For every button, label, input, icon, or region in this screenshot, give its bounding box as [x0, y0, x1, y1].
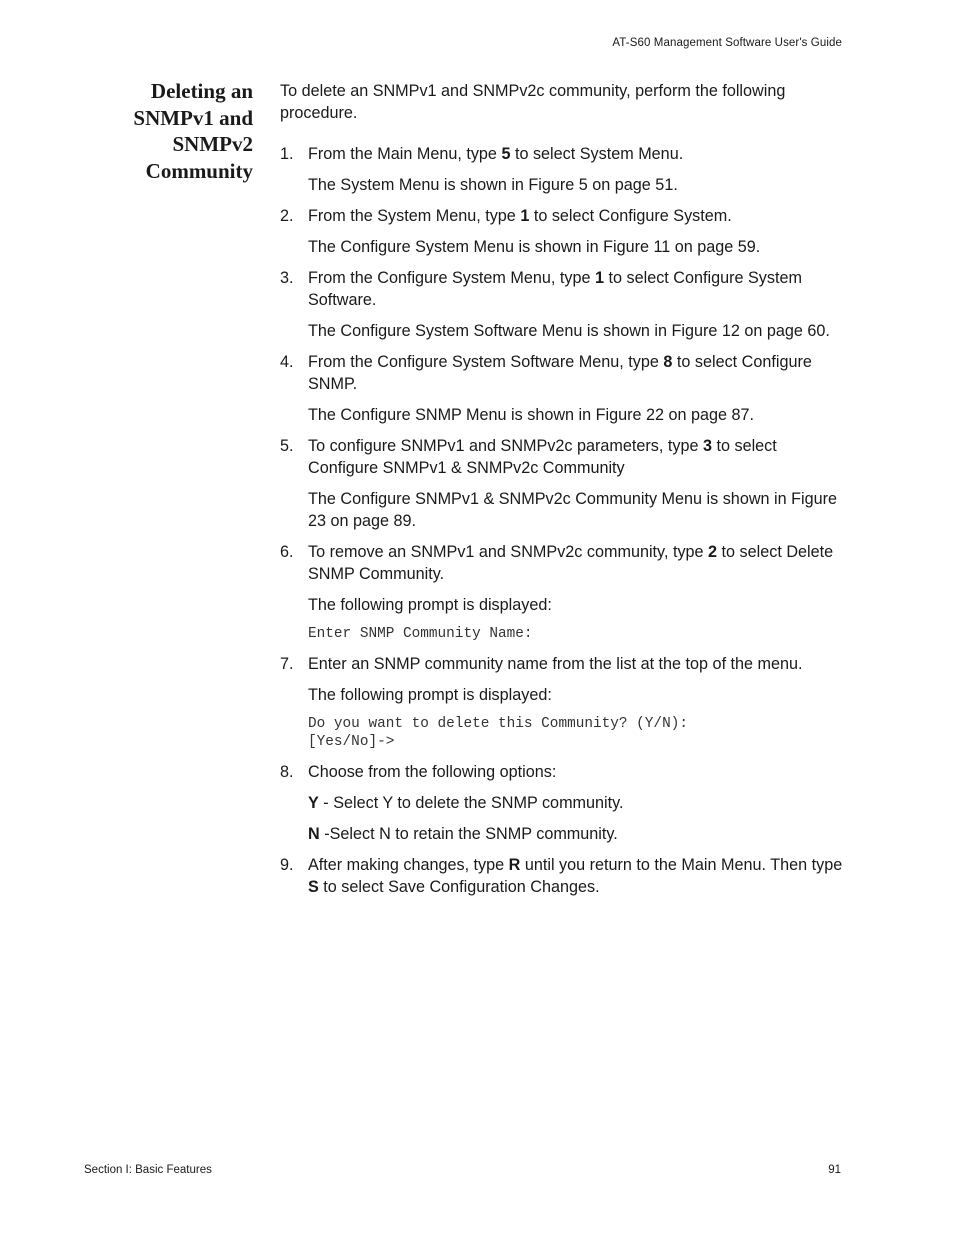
- step-instruction: After making changes, type R until you return to the Main Menu. Then type S to select Save Configuration Changes.: [308, 855, 843, 896]
- step-note: The Configure System Software Menu is shown in Figure 12 on page 60.: [308, 322, 830, 340]
- step-number: 8.: [280, 762, 294, 781]
- key-label: 1: [520, 207, 530, 225]
- key-label: 1: [595, 269, 605, 287]
- step-note: The System Menu is shown in Figure 5 on page 51.: [308, 176, 678, 194]
- step-note: The Configure System Menu is shown in Figure 11 on page 59.: [308, 238, 761, 256]
- step-instruction: From the Configure System Menu, type 1 to select Configure System Software.: [308, 269, 802, 309]
- step-number: 7.: [280, 654, 294, 673]
- step-7: [280, 653, 846, 752]
- key-label: R: [508, 855, 521, 874]
- step-instruction: From the System Menu, type 1 to select Configure System.: [308, 207, 732, 225]
- step-instruction: Enter an SNMP community name from the list at the top of the menu.: [308, 654, 803, 673]
- step-2: [280, 205, 846, 258]
- step-number: 4.: [280, 353, 294, 371]
- step-8: [280, 761, 846, 845]
- heading-line: Deleting an: [150, 79, 253, 103]
- step-number: 9.: [280, 855, 294, 874]
- key-label: 5: [501, 145, 511, 163]
- step-note: The following prompt is displayed:: [308, 685, 552, 704]
- key-label: 8: [663, 353, 673, 371]
- footer-section-label: Section I: Basic Features: [84, 1164, 212, 1176]
- step-instruction: To configure SNMPv1 and SNMPv2c parameters, type 3 to select Configure SNMPv1 & SNMPv2c Community: [308, 437, 777, 477]
- procedure-content: [280, 80, 846, 907]
- step-number: 3.: [280, 269, 294, 287]
- step-9: [280, 854, 846, 898]
- section-heading: [100, 78, 253, 184]
- key-label: Y: [308, 793, 319, 812]
- key-label: 2: [708, 543, 718, 561]
- step-number: 1.: [280, 145, 294, 163]
- page-number: 91: [828, 1164, 841, 1176]
- prompt-code: Enter SNMP Community Name:: [308, 626, 533, 642]
- step-3: [280, 267, 846, 342]
- step-instruction: Choose from the following options:: [308, 762, 557, 781]
- step-6: [280, 541, 846, 644]
- step-note: The following prompt is displayed:: [308, 596, 552, 614]
- heading-line: SNMPv2: [172, 132, 253, 156]
- step-number: 5.: [280, 437, 294, 455]
- step-instruction: To remove an SNMPv1 and SNMPv2c community, type 2 to select Delete SNMP Community.: [308, 543, 834, 583]
- key-label: S: [308, 877, 319, 896]
- step-instruction: From the Configure System Software Menu, type 8 to select Configure SNMP.: [308, 353, 812, 393]
- step-number: 6.: [280, 543, 294, 561]
- step-note: The Configure SNMP Menu is shown in Figure 22 on page 87.: [308, 406, 755, 424]
- heading-line: Community: [145, 158, 253, 183]
- prompt-code: Do you want to delete this Community? (Y/N): [Yes/No]->: [308, 715, 688, 750]
- step-5: [280, 435, 846, 532]
- step-1: [280, 143, 846, 196]
- key-label: N: [308, 824, 320, 843]
- step-4: [280, 351, 846, 426]
- intro-paragraph: To delete an SNMPv1 and SNMPv2c community, perform the following procedure.: [280, 82, 786, 122]
- key-label: 3: [702, 437, 712, 455]
- step-note: The Configure SNMPv1 & SNMPv2c Community Menu is shown in Figure 23 on page 89.: [308, 490, 837, 530]
- step-number: 2.: [280, 207, 294, 225]
- heading-line: SNMPv1 and: [133, 105, 253, 130]
- option-no: N -Select N to retain the SNMP community.: [308, 824, 618, 843]
- running-header: AT-S60 Management Software User's Guide: [612, 37, 842, 49]
- option-yes: Y - Select Y to delete the SNMP community.: [308, 793, 624, 812]
- step-instruction: From the Main Menu, type 5 to select System Menu.: [308, 145, 684, 163]
